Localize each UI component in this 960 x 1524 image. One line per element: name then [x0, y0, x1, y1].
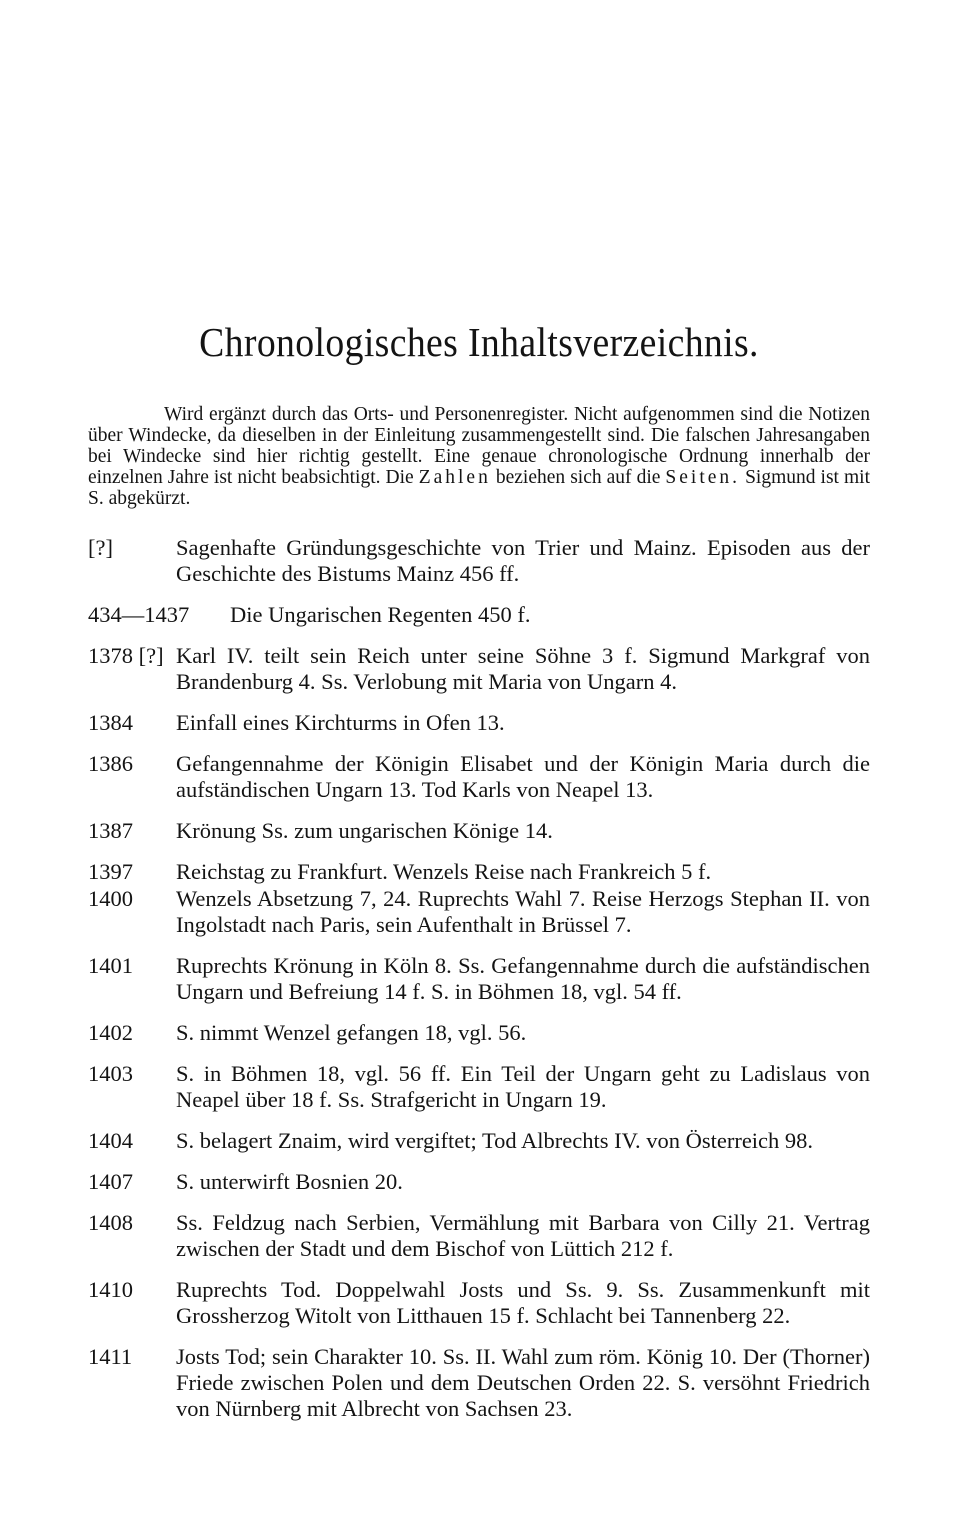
intro-text-2: beziehen sich auf die [495, 467, 661, 488]
entry-text: Krönung Ss. zum ungarischen Könige 14. [176, 818, 553, 843]
intro-text-1: Wird ergänzt durch das Orts- und Personenregister. Nicht aufgenommen sind die Notizen über Windecke, da dieselben in der Einleitung zusammengestellt sind. Die falschen Jahresangaben bei Windecke sind hier richtig gestellt. Eine genaue chronologische Ordnung innerhalb der einzelnen Jahre ist nicht beabsichtigt. Die [88, 404, 870, 488]
chronology-entry [88, 535, 870, 587]
entry-text: Gefangennahme der Königin Elisabet und der Königin Maria durch die aufständischen Ungarn 13. Tod Karls von Neapel 13. [176, 751, 870, 802]
chronology-entry [88, 886, 870, 938]
document-page [88, 318, 870, 1437]
entry-text: Reichstag zu Frankfurt. Wenzels Reise nach Frankreich 5 f. [176, 859, 712, 884]
intro-emphasis-seiten: Seiten. [665, 467, 741, 488]
entry-year: 1411 [88, 1344, 133, 1369]
chronology-entry [88, 1210, 870, 1262]
entry-text: S. unterwirft Bosnien 20. [176, 1169, 403, 1194]
entry-year: 1387 [88, 818, 133, 843]
entry-text: Ss. Feldzug nach Serbien, Vermählung mit Barbara von Cilly 21. Vertrag zwischen der Stadt und dem Bischof von Lüttich 212 f. [176, 1210, 870, 1261]
entry-year: 1400 [88, 886, 133, 911]
entry-text: Karl IV. teilt sein Reich unter seine Söhne 3 f. Sigmund Markgraf von Brandenburg 4. Ss. Verlobung mit Maria von Ungarn 4. [176, 643, 870, 694]
entry-year: 1401 [88, 953, 133, 978]
chronology-entry [88, 1277, 870, 1329]
entry-text: Josts Tod; sein Charakter 10. Ss. II. Wahl zum röm. König 10. Der (Thorner) Friede zwischen Polen und dem Deutschen Orden 22. S. versöhnt Friedrich von Nürnberg mit Albrecht von Sachsen 23. [176, 1344, 870, 1421]
entry-text: Die Ungarischen Regenten 450 f. [230, 602, 531, 627]
entry-year: 1403 [88, 1061, 133, 1086]
chronology-list [88, 535, 870, 1422]
chronology-entry [88, 859, 870, 885]
chronology-entry [88, 602, 870, 628]
entry-year: 1410 [88, 1277, 133, 1302]
intro-paragraph [88, 404, 870, 509]
entry-year: 434—1437 [88, 602, 190, 627]
chronology-entry [88, 643, 870, 695]
entry-year: 1402 [88, 1020, 133, 1045]
chronology-entry [88, 1020, 870, 1046]
chronology-entry [88, 953, 870, 1005]
entry-text: S. in Böhmen 18, vgl. 56 ff. Ein Teil der Ungarn geht zu Ladislaus von Neapel über 18 f. Ss. Strafgericht in Ungarn 19. [176, 1061, 870, 1112]
chronology-entry [88, 1169, 870, 1195]
entry-year: [?] [88, 535, 113, 560]
chronology-entry [88, 1061, 870, 1113]
intro-emphasis-zahlen: Zahlen [418, 467, 491, 488]
chronology-entry [88, 751, 870, 803]
entry-year: 1386 [88, 751, 133, 776]
entry-year: 1407 [88, 1169, 133, 1194]
entry-year: 1408 [88, 1210, 133, 1235]
entry-text: S. belagert Znaim, wird vergiftet; Tod Albrechts IV. von Österreich 98. [176, 1128, 814, 1153]
entry-year: 1397 [88, 859, 133, 884]
entry-text: S. nimmt Wenzel gefangen 18, vgl. 56. [176, 1020, 527, 1045]
chronology-entry [88, 818, 870, 844]
chronology-entry [88, 1128, 870, 1154]
entry-text: Einfall eines Kirchturms in Ofen 13. [176, 710, 505, 735]
intro-text-3: Sigmund ist mit S. abgekürzt. [88, 467, 870, 509]
entry-text: Wenzels Absetzung 7, 24. Ruprechts Wahl 7. Reise Herzogs Stephan II. von Ingolstadt nach Paris, sein Aufenthalt in Brüssel 7. [176, 886, 870, 937]
entry-year: 1378 [?] [88, 643, 164, 668]
page-title: Chronologisches Inhaltsverzeichnis. [199, 319, 759, 365]
entry-text: Sagenhafte Gründungsgeschichte von Trier und Mainz. Episoden aus der Geschichte des Bistums Mainz 456 ff. [176, 535, 870, 586]
entry-year: 1384 [88, 710, 133, 735]
entry-year: 1404 [88, 1128, 133, 1153]
entry-text: Ruprechts Tod. Doppelwahl Josts und Ss. 9. Ss. Zusammenkunft mit Grossherzog Witolt von Litthauen 15 f. Schlacht bei Tannenberg 22. [176, 1277, 870, 1328]
chronology-entry [88, 1344, 870, 1422]
chronology-entry [88, 710, 870, 736]
entry-text: Ruprechts Krönung in Köln 8. Ss. Gefangennahme durch die aufständischen Ungarn und Befreiung 14 f. S. in Böhmen 18, vgl. 54 ff. [176, 953, 870, 1004]
